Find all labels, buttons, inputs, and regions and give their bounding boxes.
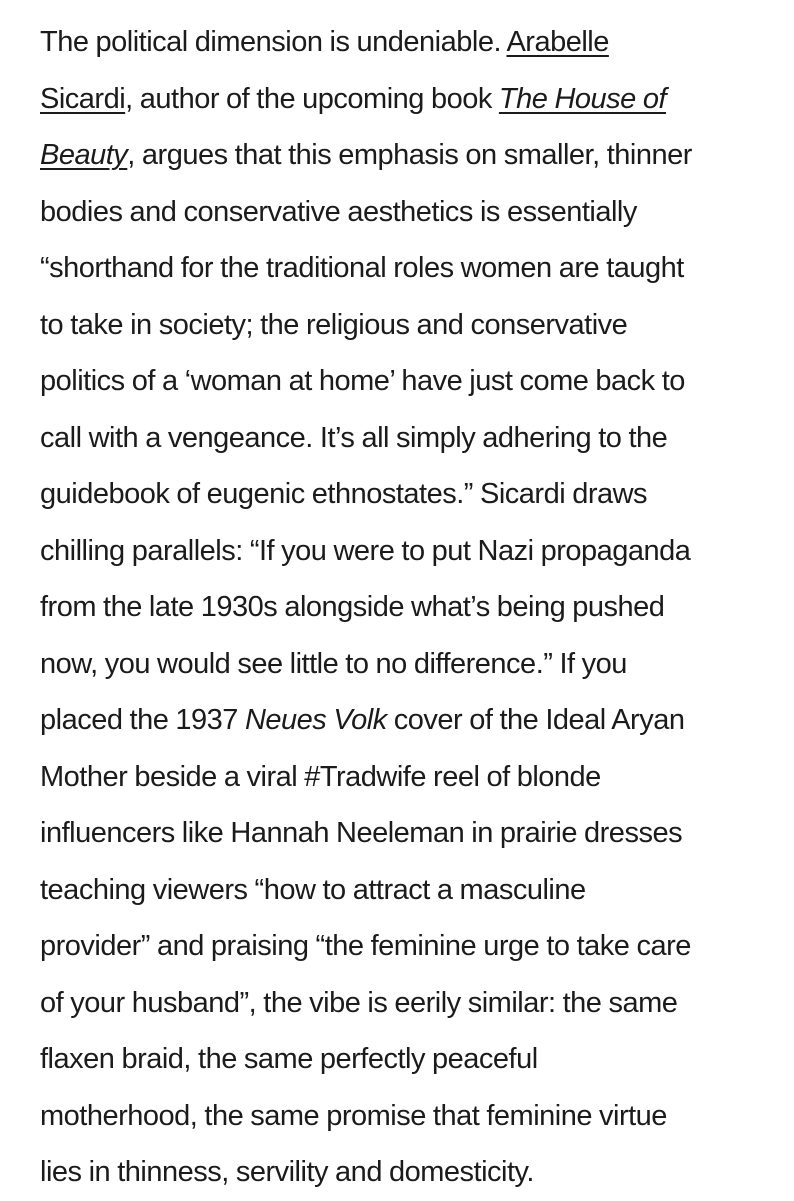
text-segment: placed the 1937 [40,704,245,736]
text-line [40,71,780,128]
text-line: influencers like Hannah Neeleman in prairie dresses [40,817,683,849]
text-segment: , author of the upcoming book [125,82,499,115]
author-link-last-name[interactable]: Sicardi [40,82,126,115]
text-line: chilling parallels: “If you were to put Nazi propaganda [40,534,691,567]
text-line: from the late 1930s alongside what’s being pushed [40,591,665,623]
text-line: lies in thinness, servility and domesticity. [40,1156,534,1188]
article-paragraph [40,14,780,1201]
text-line [40,692,780,749]
book-title-link-part-1[interactable]: The House of [498,82,667,115]
text-line: “shorthand for the traditional roles women are taught [40,252,684,284]
text-segment: cover of the Ideal Aryan [386,704,685,736]
author-link-first-name[interactable]: Arabelle [506,26,609,58]
text-line: Mother beside a viral #Tradwife reel of blonde [40,760,601,793]
publication-title: Neues Volk [244,704,387,736]
text-line: flaxen braid, the same perfectly peaceful [40,1043,538,1075]
text-line: now, you would see little to no difference.” If you [40,647,627,680]
text-segment: The political dimension is undeniable. [40,26,507,58]
text-line: politics of a ‘woman at home’ have just come back to [40,365,685,397]
text-line: teaching viewers “how to attract a masculine [40,873,586,906]
text-line: to take in society; the religious and conservative [40,308,628,341]
text-line [40,127,780,184]
book-title-link-part-2[interactable]: Beauty [40,139,128,171]
text-line: guidebook of eugenic ethnostates.” Sicardi draws [40,478,648,510]
text-line: call with a vengeance. It’s all simply adhering to the [40,421,668,454]
text-segment: , argues that this emphasis on smaller, thinner [127,139,692,171]
text-line: provider” and praising “the feminine urge to take care [40,930,691,962]
text-line: of your husband”, the vibe is eerily similar: the same [40,986,678,1019]
text-line: bodies and conservative aesthetics is essentially [40,195,637,228]
text-line [40,14,780,71]
text-line: motherhood, the same promise that feminine virtue [40,1099,667,1132]
